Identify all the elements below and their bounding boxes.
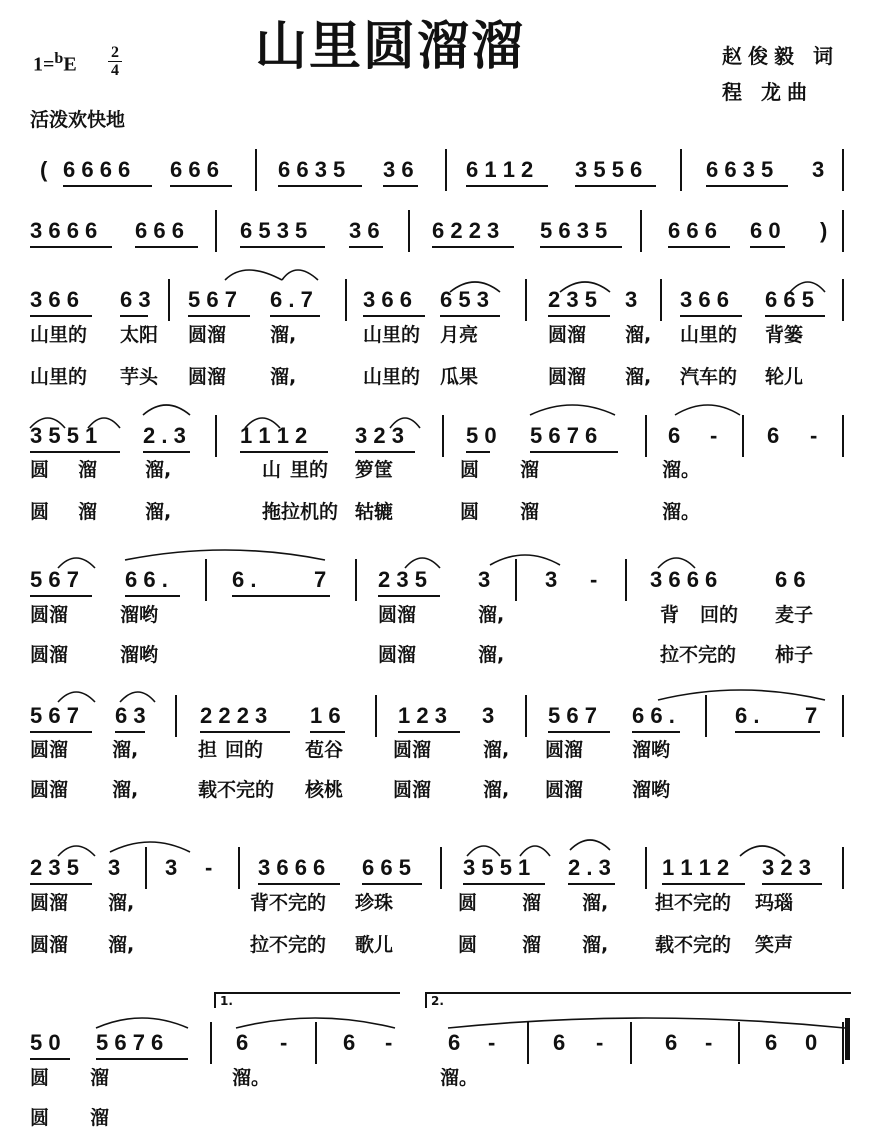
note-group: 3 6 6 6 <box>258 855 326 880</box>
lyric-word: 溜 <box>78 459 98 481</box>
lyric-word: 溜, <box>112 739 139 761</box>
lyric-word: 溜, <box>145 459 172 481</box>
slur <box>236 1018 395 1028</box>
slur <box>490 555 560 565</box>
note-group: 2 3 5 <box>378 567 427 592</box>
slur <box>658 690 825 700</box>
slur <box>125 550 325 560</box>
tempo-marking: 活泼欢快地 <box>30 109 126 131</box>
lyric-word: 珍珠 <box>355 892 394 914</box>
lyric-word: 圆 <box>30 1107 50 1129</box>
note-group: 6 <box>553 1030 566 1055</box>
slur <box>560 282 610 292</box>
lyric-word: 背不完的 <box>250 892 327 914</box>
note-group: 2 3 5 <box>548 287 597 312</box>
lyric-word: 溜 <box>90 1067 110 1089</box>
note-group: 2 . 3 <box>568 855 611 880</box>
note-group: ( <box>40 157 48 182</box>
lyric-word: 溜, <box>108 892 135 914</box>
slur <box>58 846 95 856</box>
lyric-word: 溜。 <box>440 1067 479 1089</box>
lyric-word: 圆 <box>458 892 478 914</box>
lyric-word: 溜, <box>270 324 297 346</box>
slur <box>675 405 740 415</box>
slur <box>58 692 95 702</box>
note-group: 0 <box>805 1030 818 1055</box>
slur <box>96 1018 188 1028</box>
key-signature: 1=$^b$E <box>33 50 77 76</box>
note-group: 1 1 1 2 <box>662 855 730 880</box>
note-group: 3 6 6 6 <box>650 567 718 592</box>
note-group: - <box>710 423 718 448</box>
note-group: 6 1 1 2 <box>466 157 534 182</box>
note-group: 3 6 6 <box>30 287 79 312</box>
first-ending: 1. <box>214 992 400 1008</box>
lyric-word: 溜 <box>90 1107 110 1129</box>
note-group: - <box>590 567 598 592</box>
lyric-word: 笑声 <box>755 934 794 956</box>
lyric-word: 溜 <box>78 501 98 523</box>
lyric-word: 溜, <box>478 604 505 626</box>
note-group: 7 <box>805 703 818 728</box>
note-group: 6 3 <box>120 287 151 312</box>
note-group: 1 6 <box>310 703 341 728</box>
slur <box>58 558 95 568</box>
lyric-word: 溜 <box>522 934 542 956</box>
note-group: 3 2 3 <box>762 855 811 880</box>
note-group: 3 <box>625 287 638 312</box>
note-group: 5 6 7 6 <box>530 423 598 448</box>
note-group: 6 <box>767 423 780 448</box>
lyric-word: 圆溜 <box>545 739 584 761</box>
note-group: - <box>810 423 818 448</box>
lyric-word: 圆溜 <box>378 604 417 626</box>
note-group: 6 6 3 5 <box>706 157 774 182</box>
note-group: 6 . 7 <box>270 287 313 312</box>
lyric-word: 月亮 <box>440 324 479 346</box>
lyric-word: 圆 <box>460 501 480 523</box>
lyric-word: 圆溜 <box>378 644 417 666</box>
note-group: 5 6 7 6 <box>96 1030 164 1055</box>
note-group: 5 6 7 <box>548 703 597 728</box>
note-group: 6 2 2 3 <box>432 218 500 243</box>
lyric-word: 圆溜 <box>548 324 587 346</box>
lyric-word: 担 <box>198 739 218 761</box>
lyric-word: 山里的 <box>363 366 421 388</box>
composer-credit: 程 龙曲 <box>722 80 813 104</box>
slur <box>282 270 318 280</box>
note-group: 3 5 5 1 <box>463 855 531 880</box>
slur <box>88 418 120 428</box>
lyric-word: 载不完的 <box>198 779 275 801</box>
lyric-word: 圆溜 <box>30 934 69 956</box>
lyricist-credit: 赵俊毅 词 <box>722 44 839 68</box>
lyric-word: 溜哟 <box>120 644 159 666</box>
note-group: - <box>488 1030 496 1055</box>
note-group: 3 2 3 <box>355 423 404 448</box>
lyric-word: 溜, <box>625 366 652 388</box>
lyric-word: 圆溜 <box>30 644 69 666</box>
note-group: 6 . <box>735 703 760 728</box>
lyric-word: 玛瑙 <box>755 892 794 914</box>
note-group: 3 6 <box>383 157 414 182</box>
note-group: - <box>705 1030 713 1055</box>
lyric-word: 山里的 <box>680 324 738 346</box>
lyric-word: 里的 <box>290 459 329 481</box>
lyric-word: 回的 <box>225 739 264 761</box>
note-group: 6 6 6 <box>668 218 717 243</box>
lyric-word: 溜 <box>520 501 540 523</box>
lyric-word: 太阳 <box>120 324 159 346</box>
time-signature: 2 4 <box>108 44 122 79</box>
slur <box>740 846 785 856</box>
note-group: 7 <box>314 567 327 592</box>
note-group: 5 6 7 <box>30 703 79 728</box>
lyric-word: 担不完的 <box>655 892 732 914</box>
note-group: 6 <box>665 1030 678 1055</box>
lyric-word: 山 <box>262 459 282 481</box>
note-group: 2 . 3 <box>143 423 186 448</box>
lyric-word: 歌儿 <box>355 934 394 956</box>
lyric-word: 芋头 <box>120 366 159 388</box>
slur <box>448 1018 845 1028</box>
lyric-word: 溜, <box>478 644 505 666</box>
note-group: 3 6 6 <box>680 287 729 312</box>
lyric-word: 圆溜 <box>188 324 227 346</box>
note-group: 3 <box>482 703 495 728</box>
lyric-word: 圆溜 <box>30 779 69 801</box>
slur <box>390 418 420 428</box>
slur <box>570 840 610 850</box>
note-group: - <box>205 855 213 880</box>
note-group: 6 6 6 6 <box>63 157 131 182</box>
note-group: 3 6 6 6 <box>30 218 98 243</box>
note-group: 3 5 5 6 <box>575 157 643 182</box>
note-group: 5 6 7 <box>30 567 79 592</box>
lyric-word: 溜, <box>108 934 135 956</box>
note-group: 5 0 <box>466 423 497 448</box>
note-group: 5 6 3 5 <box>540 218 608 243</box>
lyric-word: 箩筐 <box>355 459 394 481</box>
note-group: ) <box>820 218 828 243</box>
note-group: 5 0 <box>30 1030 61 1055</box>
lyric-word: 溜, <box>582 892 609 914</box>
note-group: 6 6 5 <box>362 855 411 880</box>
lyric-word: 圆溜 <box>30 739 69 761</box>
note-group: 3 6 6 <box>363 287 412 312</box>
note-group: 6 6 . <box>632 703 675 728</box>
lyric-word: 圆 <box>460 459 480 481</box>
lyric-word: 山里的 <box>30 366 88 388</box>
slur <box>530 405 615 415</box>
note-group: 1 1 1 2 <box>240 423 308 448</box>
lyric-word: 圆溜 <box>393 779 432 801</box>
lyric-word: 溜。 <box>232 1067 271 1089</box>
slur <box>225 270 282 280</box>
lyric-word: 溜 <box>522 892 542 914</box>
slur <box>30 418 65 428</box>
lyric-word: 麦子 <box>775 604 814 626</box>
lyric-word: 溜, <box>625 324 652 346</box>
slur <box>790 282 825 292</box>
lyric-word: 轱辘 <box>355 501 394 523</box>
note-group: 3 6 <box>349 218 380 243</box>
lyric-word: 溜哟 <box>632 779 671 801</box>
note-group: 6 . <box>232 567 257 592</box>
note-group: 5 6 7 <box>188 287 237 312</box>
lyric-word: 圆溜 <box>188 366 227 388</box>
lyric-word: 溜, <box>145 501 172 523</box>
note-group: 6 5 3 5 <box>240 218 308 243</box>
lyric-word: 轮儿 <box>765 366 804 388</box>
note-group: 6 6 6 <box>170 157 219 182</box>
note-group: 6 6 5 <box>765 287 814 312</box>
note-group: - <box>596 1030 604 1055</box>
slur <box>658 558 695 568</box>
lyric-word: 溜。 <box>662 501 701 523</box>
note-group: 6 <box>236 1030 249 1055</box>
note-group: 6 <box>343 1030 356 1055</box>
lyric-word: 圆溜 <box>545 779 584 801</box>
lyric-word: 拖拉机的 <box>262 501 339 523</box>
note-group: 6 5 3 <box>440 287 489 312</box>
slur <box>405 558 440 568</box>
slur <box>110 842 190 852</box>
lyric-word: 圆溜 <box>30 892 69 914</box>
note-group: 2 3 5 <box>30 855 79 880</box>
note-group: 6 6 3 5 <box>278 157 346 182</box>
lyric-word: 山里的 <box>30 324 88 346</box>
lyric-word: 汽车的 <box>680 366 738 388</box>
lyric-word: 圆 <box>30 501 50 523</box>
note-group: 6 <box>765 1030 778 1055</box>
note-group: 6 0 <box>750 218 781 243</box>
note-group: 3 <box>812 157 825 182</box>
lyric-word: 圆溜 <box>548 366 587 388</box>
lyric-word: 核桃 <box>305 779 344 801</box>
lyric-word: 溜, <box>483 779 510 801</box>
lyric-word: 拉不完的 <box>250 934 327 956</box>
lyric-word: 圆溜 <box>393 739 432 761</box>
note-group: 6 <box>448 1030 461 1055</box>
note-group: 6 6 . <box>125 567 168 592</box>
slur <box>520 846 550 856</box>
page-title: 山里圆溜溜 <box>255 17 526 77</box>
note-group: 2 2 2 3 <box>200 703 268 728</box>
note-group: 6 <box>668 423 681 448</box>
lyric-word: 溜哟 <box>120 604 159 626</box>
slur <box>450 282 500 292</box>
note-group: - <box>385 1030 393 1055</box>
lyric-word: 溜。 <box>662 459 701 481</box>
slur <box>143 405 190 415</box>
lyric-word: 溜 <box>520 459 540 481</box>
lyric-word: 山里的 <box>363 324 421 346</box>
lyric-word: 背篓 <box>765 324 804 346</box>
lyric-word: 圆 <box>30 1067 50 1089</box>
slur <box>245 418 280 428</box>
lyric-word: 圆溜 <box>30 604 69 626</box>
lyric-word: 拉不完的 <box>660 644 737 666</box>
note-group: 6 6 6 <box>135 218 184 243</box>
note-group: 3 <box>545 567 558 592</box>
note-group: - <box>280 1030 288 1055</box>
lyric-word: 回的 <box>700 604 739 626</box>
lyric-word: 溜, <box>582 934 609 956</box>
lyric-word: 背 <box>660 604 680 626</box>
lyric-word: 溜, <box>270 366 297 388</box>
slur <box>467 846 500 856</box>
note-group: 1 2 3 <box>398 703 447 728</box>
note-group: 6 6 <box>775 567 806 592</box>
lyric-word: 苞谷 <box>305 739 344 761</box>
note-group: 3 <box>478 567 491 592</box>
note-group: 3 5 5 1 <box>30 423 98 448</box>
lyric-word: 溜哟 <box>632 739 671 761</box>
note-group: 6 3 <box>115 703 146 728</box>
lyric-word: 溜, <box>112 779 139 801</box>
note-group: 3 <box>165 855 178 880</box>
lyric-word: 溜, <box>483 739 510 761</box>
lyric-word: 圆 <box>458 934 478 956</box>
second-ending: 2. <box>425 992 851 1008</box>
slur <box>120 692 155 702</box>
note-group: 3 <box>108 855 121 880</box>
lyric-word: 柿子 <box>775 644 814 666</box>
lyric-word: 圆 <box>30 459 50 481</box>
lyric-word: 瓜果 <box>440 366 479 388</box>
lyric-word: 载不完的 <box>655 934 732 956</box>
